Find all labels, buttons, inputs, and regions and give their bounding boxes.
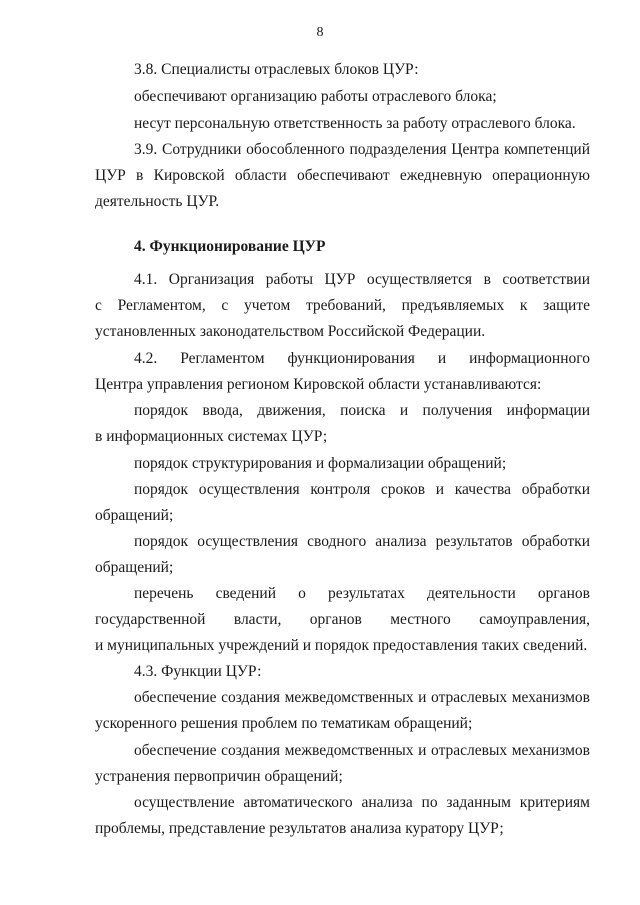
text-line: осуществление автоматического анализа по заданным критериям	[134, 794, 590, 811]
text-line: ускоренного решения проблем по тематикам обращений;	[95, 715, 473, 732]
text-line: 4.2. Регламентом функционирования и информационного	[134, 350, 590, 367]
text-line: порядок ввода, движения, поиска и получения информации	[134, 402, 590, 419]
text-line: установленных законодательством Российской Федерации.	[95, 323, 486, 340]
text-line: обращений;	[95, 507, 174, 524]
text-line: деятельность ЦУР.	[95, 193, 220, 210]
text-line: 4.1. Организация работы ЦУР осуществляется в соответствии	[134, 271, 590, 288]
text-line: обеспечивают организацию работы отраслевого блока;	[134, 88, 497, 105]
text-line: 3.9. Сотрудники обособленного подразделения Центра компетенций	[134, 141, 590, 158]
page-number: 8	[316, 25, 324, 40]
text-line: с Регламентом, с учетом требований, предъявляемых к защите	[95, 297, 590, 314]
text-line: обеспечение создания межведомственных и отраслевых механизмов	[134, 689, 590, 706]
text-line: Центра управления регионом Кировской области устанавливаются:	[95, 376, 542, 393]
text-line: ЦУР в Кировской области обеспечивают ежедневную операционную	[95, 167, 590, 184]
text-line: 3.8. Специалисты отраслевых блоков ЦУР:	[134, 61, 419, 78]
section-heading: 4. Функционирование ЦУР	[134, 238, 326, 255]
text-line: обеспечение создания межведомственных и отраслевых механизмов	[134, 742, 590, 759]
text-line: порядок осуществления контроля сроков и качества обработки	[134, 481, 590, 498]
text-line: 4.3. Функции ЦУР:	[134, 663, 262, 680]
text-line: обращений;	[95, 559, 174, 576]
text-line: несут персональную ответственность за работу отраслевого блока.	[134, 115, 576, 132]
text-line: порядок структурирования и формализации обращений;	[134, 455, 507, 472]
text-line: проблемы, представление результатов анализа куратору ЦУР;	[95, 820, 504, 837]
text-line: и муниципальных учреждений и порядок предоставления таких сведений.	[95, 637, 588, 654]
text-line: порядок осуществления сводного анализа результатов обработки	[134, 533, 590, 550]
text-line: устранения первопричин обращений;	[95, 768, 343, 785]
text-line: государственной власти, органов местного самоуправления,	[95, 611, 590, 628]
text-line: в информационных системах ЦУР;	[95, 428, 328, 445]
text-line: перечень сведений о результатах деятельности органов	[134, 585, 590, 602]
